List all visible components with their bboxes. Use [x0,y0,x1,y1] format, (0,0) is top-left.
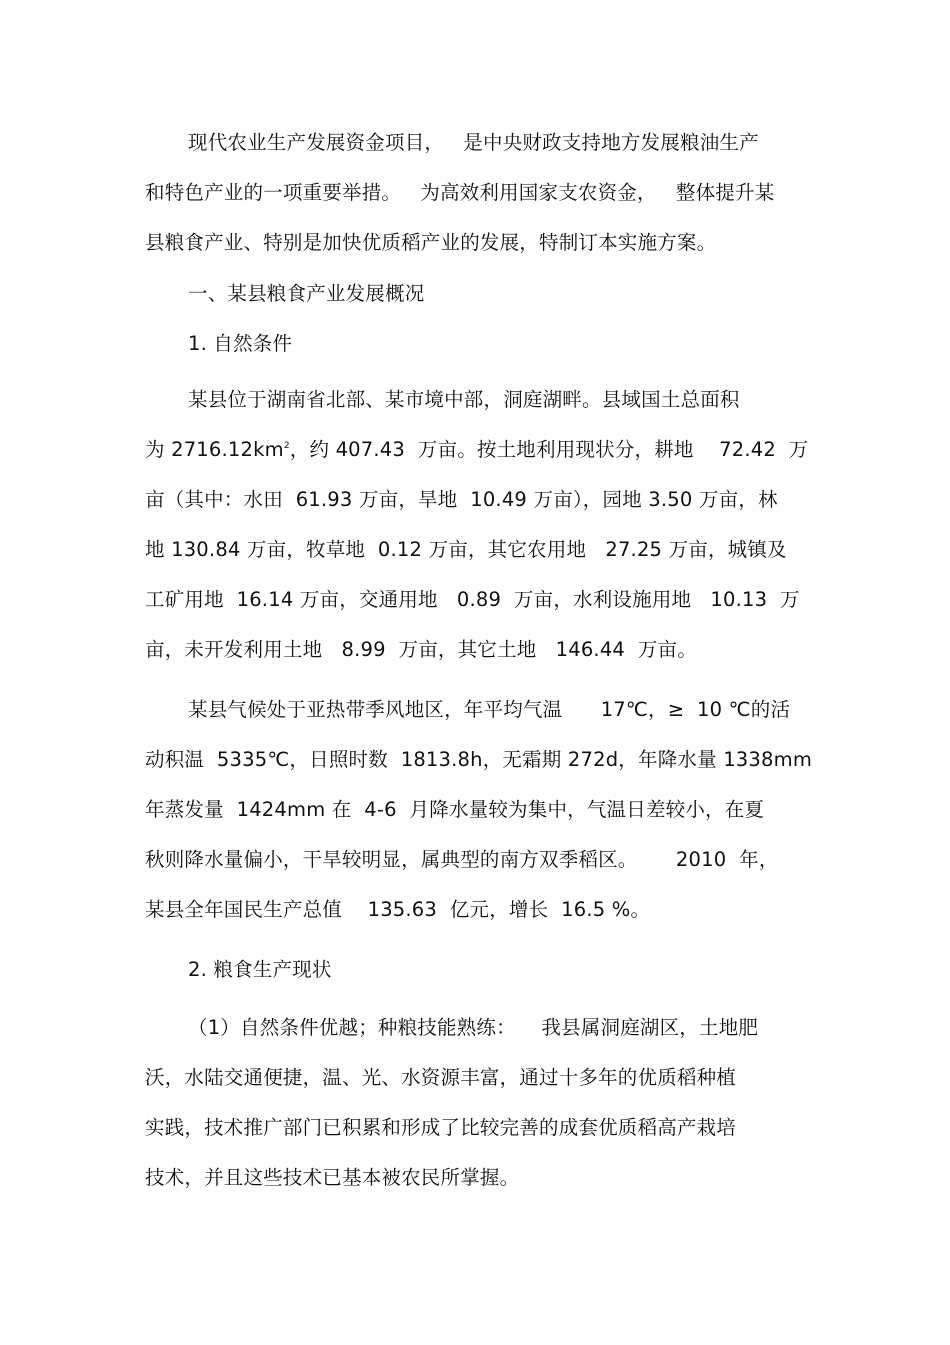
grain-line-1: （1）自然条件优越；种粮技能熟练： 我县属洞庭湖区，土地肥 [188,1016,759,1039]
land-line-5: 工矿用地 16.14 万亩，交通用地 0.89 万亩，水利设施用地 10.13 万 [145,588,800,611]
grain-line-4: 技术，并且这些技术已基本被农民所掌握。 [145,1166,520,1189]
land-line-6: 亩，未开发利用土地 8.99 万亩，其它土地 146.44 万亩。 [145,638,697,661]
climate-line-5: 某县全年国民生产总值 135.63 亿元，增长 16.5 %。 [145,898,651,921]
land-line-2 [145,437,809,463]
grain-line-2: 沃，水陆交通便捷，温、光、水资源丰富，通过十多年的优质稻种植 [145,1066,737,1089]
climate-line-1: 某县气候处于亚热带季风地区，年平均气温 17℃，≥ 10 ℃的活 [188,698,791,721]
climate-line-4: 秋则降水量偏小，干旱较明显，属典型的南方双季稻区。 2010 年， [145,848,779,871]
subheading-natural-conditions: 1. 自然条件 [188,332,293,355]
land-line-2-end: ，约 407.43 万亩。按土地利用现状分，耕地 72.42 万 [289,438,809,461]
intro-line-3: 县粮食产业、特别是加快优质稻产业的发展，特制订本实施方案。 [145,231,717,254]
subheading-grain-status: 2. 粮食生产现状 [188,958,332,981]
intro-line-2: 和特色产业的一项重要举措。 为高效利用国家支农资金， 整体提升某 [145,181,775,204]
climate-line-3: 年蒸发量 1424mm 在 4-6 月降水量较为集中，气温日差较小，在夏 [145,798,765,821]
superscript-2: 2 [283,441,290,451]
land-line-3: 亩（其中：水田 61.93 万亩，旱地 10.49 万亩），园地 3.50 万亩，林 [145,488,778,511]
intro-line-1: 现代农业生产发展资金项目， 是中央财政支持地方发展粮油生产 [188,131,759,154]
land-line-4: 地 130.84 万亩，牧草地 0.12 万亩，其它农用地 27.25 万亩，城镇及 [145,538,787,561]
grain-line-3: 实践，技术推广部门已积累和形成了比较完善的成套优质稻高产栽培 [145,1116,737,1139]
land-line-2-start: 为 2716.12km [145,438,284,461]
section-heading-overview: 一、某县粮食产业发展概况 [188,282,425,305]
climate-line-2: 动积温 5335℃，日照时数 1813.8h，无霜期 272d，年降水量 1338mm [145,748,813,771]
land-line-1: 某县位于湖南省北部、某市境中部，洞庭湖畔。县域国土总面积 [188,388,740,411]
